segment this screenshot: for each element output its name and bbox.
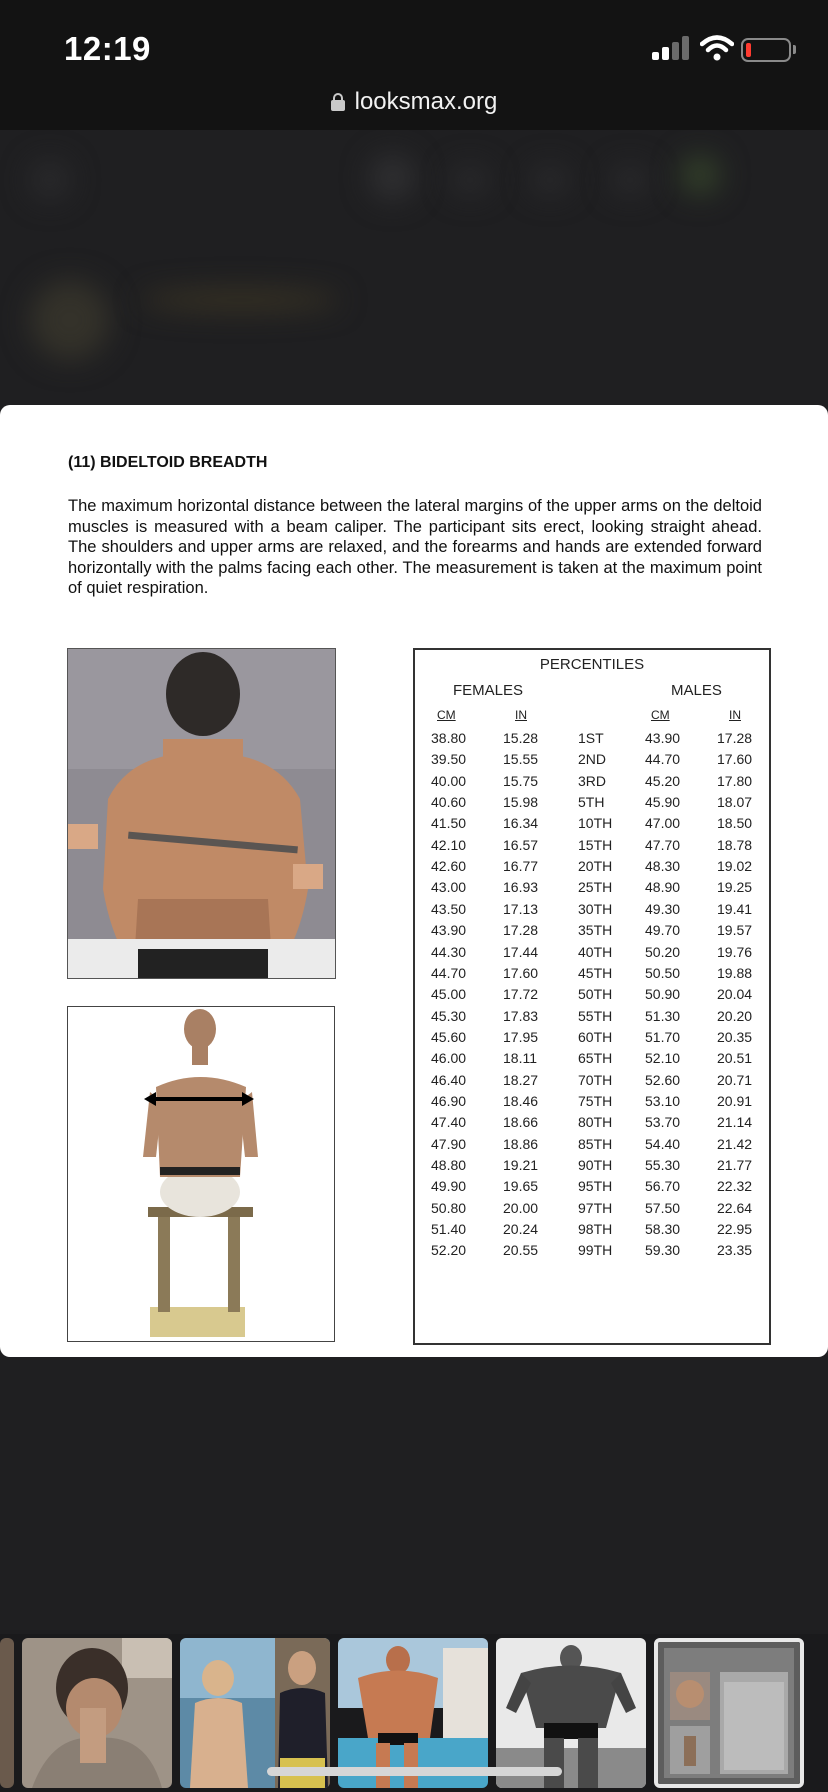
percentile-cell: 40TH: [578, 943, 613, 960]
lock-icon: [331, 93, 345, 111]
thumbnail-man-praying[interactable]: [22, 1638, 172, 1788]
females-cm-header: CM: [437, 708, 456, 722]
male-in-cell: 19.25: [717, 879, 753, 896]
female-cm-cell: 44.30: [431, 943, 467, 960]
thumbnail-bideltoid-page[interactable]: [654, 1638, 804, 1788]
male-in-cell: 22.32: [717, 1178, 753, 1195]
percentile-cell: 15TH: [578, 836, 613, 853]
percentile-cell: 97TH: [578, 1199, 613, 1216]
percentile-cell: 90TH: [578, 1157, 613, 1173]
home-indicator: [267, 1767, 562, 1776]
female-cm-cell: 40.00: [431, 772, 467, 789]
female-in-cell: 17.28: [503, 922, 539, 939]
male-cm-cell: 57.50: [645, 1199, 681, 1216]
female-cm-cell: 45.00: [431, 986, 467, 1003]
male-in-cell: 20.51: [717, 1050, 753, 1067]
female-cm-cell: 46.00: [431, 1050, 467, 1067]
percentile-cell: 2ND: [578, 751, 607, 768]
male-in-cell: 20.91: [717, 1092, 753, 1109]
females-header: FEMALES: [453, 682, 524, 699]
male-in-cell: 19.88: [717, 964, 753, 981]
female-in-cell: 16.93: [503, 879, 539, 896]
percentile-cell: 30TH: [578, 900, 613, 917]
female-cm-cell: 51.40: [431, 1221, 467, 1238]
measurement-photo: [67, 648, 336, 979]
male-cm-cell: 52.60: [645, 1071, 681, 1088]
male-in-cell: 19.76: [717, 943, 753, 960]
table-row: [415, 1242, 769, 1266]
percentile-table: [413, 648, 771, 1345]
female-in-cell: 18.27: [503, 1071, 539, 1088]
female-cm-cell: 48.80: [431, 1157, 467, 1173]
female-in-cell: 17.95: [503, 1028, 539, 1045]
male-cm-cell: 51.70: [645, 1028, 681, 1045]
male-cm-cell: 55.30: [645, 1157, 681, 1173]
male-in-cell: 21.14: [717, 1114, 753, 1131]
male-in-cell: 19.57: [717, 922, 753, 939]
male-cm-cell: 48.90: [645, 879, 681, 896]
female-cm-cell: 47.90: [431, 1135, 467, 1152]
female-cm-cell: 41.50: [431, 815, 467, 832]
percentile-cell: 3RD: [578, 772, 607, 789]
lightbox-image[interactable]: [0, 405, 828, 1357]
female-in-cell: 17.60: [503, 964, 539, 981]
male-in-cell: 22.95: [717, 1221, 753, 1238]
female-cm-cell: 47.40: [431, 1114, 467, 1131]
female-cm-cell: 42.10: [431, 836, 467, 853]
male-cm-cell: 47.00: [645, 815, 681, 832]
female-in-cell: 15.98: [503, 794, 539, 811]
male-in-cell: 21.77: [717, 1157, 753, 1173]
male-in-cell: 17.28: [717, 730, 753, 746]
female-cm-cell: 43.00: [431, 879, 467, 896]
male-cm-cell: 43.90: [645, 730, 681, 746]
males-in-header: IN: [729, 708, 741, 722]
thumbnail-partial[interactable]: [0, 1638, 14, 1788]
female-in-cell: 17.13: [503, 900, 539, 917]
male-in-cell: 19.41: [717, 900, 753, 917]
address-bar[interactable]: [0, 84, 828, 120]
female-cm-cell: 38.80: [431, 730, 467, 746]
female-in-cell: 19.21: [503, 1157, 539, 1173]
battery-icon: [741, 38, 791, 62]
female-cm-cell: 43.50: [431, 900, 467, 917]
female-cm-cell: 42.60: [431, 858, 467, 875]
thumbnail-two-men-beach[interactable]: [180, 1638, 330, 1788]
males-header: MALES: [671, 682, 722, 699]
percentile-cell: 5TH: [578, 794, 605, 811]
document-paragraph: The maximum horizontal distance between the lateral margins of the upper arms on the deltoid muscles is measured with a beam caliper. The participant sits erect, looking straight ahead. The shoulders and upper arms are relaxed, and the forearms and hands are extended forward horizontally with the palms facing each other. The measurement is taken at the maximum point of quiet respiration.: [68, 497, 762, 597]
female-in-cell: 18.66: [503, 1114, 539, 1131]
male-in-cell: 20.71: [717, 1071, 753, 1088]
male-in-cell: 18.50: [717, 815, 753, 832]
female-in-cell: 20.24: [503, 1221, 539, 1238]
female-in-cell: 20.00: [503, 1199, 539, 1216]
male-cm-cell: 52.10: [645, 1050, 681, 1067]
table-title: PERCENTILES: [539, 656, 645, 673]
male-cm-cell: 50.50: [645, 964, 681, 981]
percentile-cell: 45TH: [578, 964, 613, 981]
battery-tip: [793, 45, 796, 54]
female-cm-cell: 40.60: [431, 794, 467, 811]
female-cm-cell: 39.50: [431, 751, 467, 768]
male-cm-cell: 47.70: [645, 836, 681, 853]
female-cm-cell: 45.60: [431, 1028, 467, 1045]
percentile-cell: 55TH: [578, 1007, 613, 1024]
female-in-cell: 15.28: [503, 730, 539, 746]
percentile-cell: 85TH: [578, 1135, 613, 1152]
percentile-cell: 10TH: [578, 815, 613, 832]
male-cm-cell: 49.30: [645, 900, 681, 917]
percentile-cell: 95TH: [578, 1178, 613, 1195]
cellular-signal-icon: [652, 36, 690, 60]
female-in-cell: 20.55: [503, 1242, 539, 1259]
url-text: looksmax.org: [354, 88, 498, 115]
male-cm-cell: 51.30: [645, 1007, 681, 1024]
male-cm-cell: 54.40: [645, 1135, 681, 1152]
male-cm-cell: 59.30: [645, 1242, 681, 1259]
female-in-cell: 17.72: [503, 986, 539, 1003]
female-cm-cell: 46.40: [431, 1071, 467, 1088]
percentile-cell: 70TH: [578, 1071, 613, 1088]
wifi-icon: [700, 34, 734, 62]
male-cm-cell: 58.30: [645, 1221, 681, 1238]
female-in-cell: 16.77: [503, 858, 539, 875]
percentile-cell: 60TH: [578, 1028, 613, 1045]
male-cm-cell: 45.20: [645, 772, 681, 789]
thumbnail-bodybuilder-bw[interactable]: [496, 1638, 646, 1788]
male-cm-cell: 49.70: [645, 922, 681, 939]
status-time: 12:19: [64, 30, 151, 67]
female-cm-cell: 52.20: [431, 1242, 467, 1259]
female-cm-cell: 49.90: [431, 1178, 467, 1195]
male-cm-cell: 56.70: [645, 1178, 681, 1195]
percentile-cell: 35TH: [578, 922, 613, 939]
male-in-cell: 19.02: [717, 858, 753, 875]
male-in-cell: 22.64: [717, 1199, 753, 1216]
percentile-cell: 80TH: [578, 1114, 613, 1131]
female-in-cell: 16.34: [503, 815, 539, 832]
percentile-cell: 75TH: [578, 1092, 613, 1109]
percentile-cell: 99TH: [578, 1242, 613, 1259]
percentile-cell: 25TH: [578, 879, 613, 896]
male-cm-cell: 50.20: [645, 943, 681, 960]
female-cm-cell: 44.70: [431, 964, 467, 981]
female-in-cell: 17.44: [503, 943, 539, 960]
female-cm-cell: 43.90: [431, 922, 467, 939]
male-cm-cell: 45.90: [645, 794, 681, 811]
thumbnail-bodybuilder-pool[interactable]: [338, 1638, 488, 1788]
percentile-cell: 20TH: [578, 858, 613, 875]
measurement-figure: [67, 1006, 335, 1342]
male-in-cell: 17.80: [717, 772, 753, 789]
male-in-cell: 18.07: [717, 794, 753, 811]
female-in-cell: 16.57: [503, 836, 539, 853]
female-in-cell: 18.11: [503, 1050, 537, 1067]
male-in-cell: 20.20: [717, 1007, 753, 1024]
percentile-cell: 50TH: [578, 986, 613, 1003]
female-cm-cell: 46.90: [431, 1092, 467, 1109]
male-in-cell: 21.42: [717, 1135, 753, 1152]
female-in-cell: 15.55: [503, 751, 539, 768]
document-heading: (11) BIDELTOID BREADTH: [68, 454, 268, 471]
percentile-cell: 1ST: [578, 730, 604, 746]
female-cm-cell: 50.80: [431, 1199, 467, 1216]
male-cm-cell: 50.90: [645, 986, 681, 1003]
females-in-header: IN: [515, 708, 527, 722]
percentile-cell: 98TH: [578, 1221, 613, 1238]
male-in-cell: 20.04: [717, 986, 753, 1003]
male-cm-cell: 53.70: [645, 1114, 681, 1131]
female-in-cell: 15.75: [503, 772, 539, 789]
female-in-cell: 18.46: [503, 1092, 539, 1109]
female-cm-cell: 45.30: [431, 1007, 467, 1024]
female-in-cell: 17.83: [503, 1007, 539, 1024]
male-in-cell: 18.78: [717, 836, 753, 853]
male-in-cell: 20.35: [717, 1028, 753, 1045]
female-in-cell: 19.65: [503, 1178, 539, 1195]
percentile-cell: 65TH: [578, 1050, 613, 1067]
male-in-cell: 17.60: [717, 751, 753, 768]
males-cm-header: CM: [651, 708, 670, 722]
male-in-cell: 23.35: [717, 1242, 753, 1259]
male-cm-cell: 53.10: [645, 1092, 681, 1109]
male-cm-cell: 44.70: [645, 751, 681, 768]
female-in-cell: 18.86: [503, 1135, 539, 1152]
male-cm-cell: 48.30: [645, 858, 681, 875]
